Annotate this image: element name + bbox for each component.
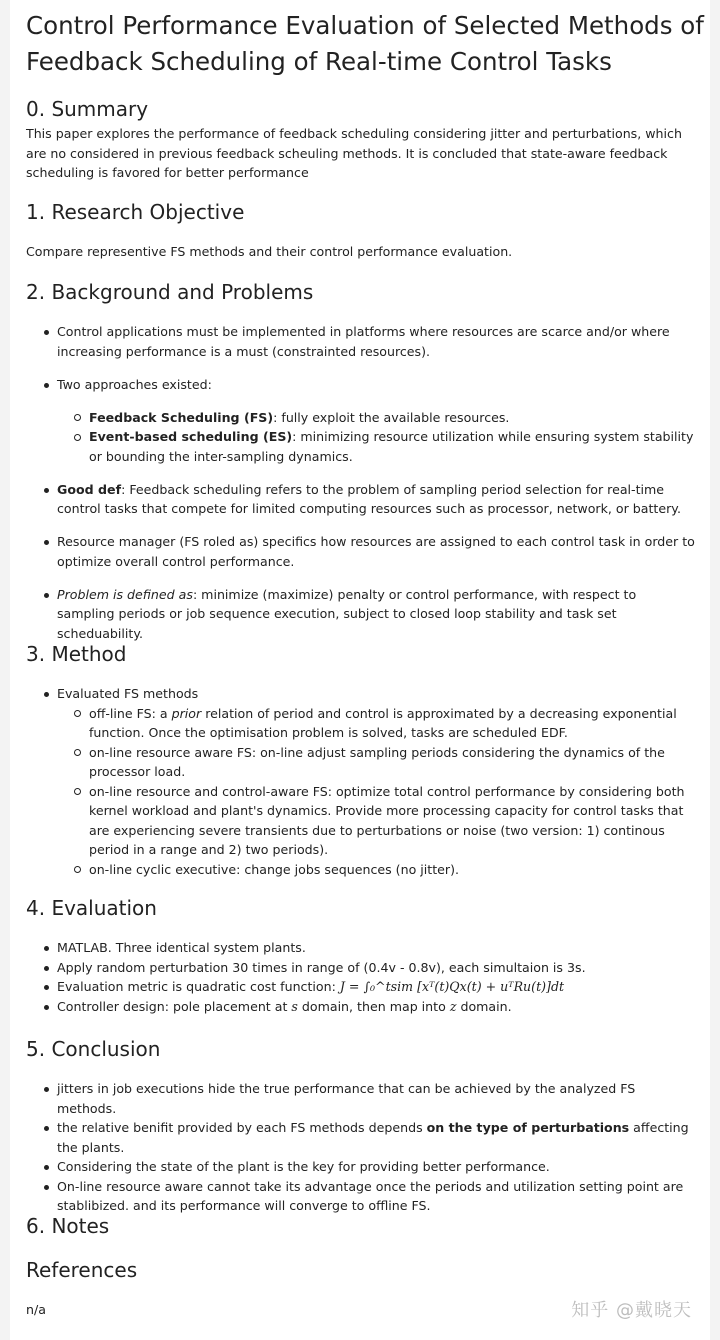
method-list (26, 684, 696, 879)
list-item (26, 1079, 696, 1118)
background-list (26, 322, 696, 643)
math-symbol-z: z (449, 998, 457, 1014)
document-page (10, 0, 710, 1340)
list-item-text: Two approaches existed: (57, 376, 212, 392)
list-item (26, 1118, 696, 1157)
list-item-text: on-line resource aware FS: on-line adjust sampling periods considering the dynamics of the processor load. (89, 744, 665, 779)
list-item-text: jitters in job executions hide the true performance that can be achieved by the analyzed FS methods. (57, 1081, 636, 1116)
list-item-text: Control applications must be implemented in platforms where resources are scarce and/or where increasing performance is a must (constrainted resources). (57, 324, 670, 359)
page-title: Control Performance Evaluation of Selected Methods of Feedback Scheduling of Real-time Control Tasks (26, 11, 704, 76)
list-item-text: : Feedback scheduling refers to the problem of sampling period selection for real-time control tasks that compete for limited computing resources such as processor, network, or battery. (57, 481, 681, 516)
background-heading: 2. Background and Problems (26, 280, 314, 304)
list-item-text: Resource manager (FS roled as) specifics how resources are assigned to each control task in order to optimize overall control performance. (57, 534, 695, 569)
summary-heading: 0. Summary (26, 97, 149, 121)
objective-heading: 1. Research Objective (26, 200, 245, 224)
term-bold: Event-based scheduling (ES) (89, 429, 293, 444)
evaluation-list (26, 938, 696, 1016)
term-italic: Problem is defined as (57, 586, 193, 602)
list-item (26, 977, 696, 997)
evaluation-heading: 4. Evaluation (26, 896, 157, 920)
watermark: 知乎 @戴晓天 (571, 1300, 692, 1321)
method-heading: 3. Method (26, 642, 127, 666)
conclusion-list (26, 1079, 696, 1216)
list-item (26, 997, 696, 1017)
conclusion-heading: 5. Conclusion (26, 1037, 161, 1061)
list-item (26, 1177, 696, 1216)
sub-list-item (26, 408, 696, 428)
list-item-text: on-line resource and control-aware FS: optimize total control performance by considering both kernel workload and plant's dynamics. Provide more processing capacity for control tasks that are experiencing severe transients due to perturbations or noise (two version: 1) continous period in a range and 2) two periods). (89, 783, 685, 857)
list-item-text: affecting the plants. (57, 1120, 689, 1155)
list-item-text: : minimize (maximize) penalty or control performance, with respect to sampling periods or job sequence execution, subject to closed loop stability and task set scheduability. (57, 586, 637, 641)
list-item-text: domain. (456, 998, 512, 1014)
sub-list-item (26, 860, 696, 880)
list-item-text: On-line resource aware cannot take its advantage once the periods and utilization setting point are stablibized. and its performance will converge to offline FS. (57, 1178, 684, 1213)
cost-function-formula: J = ∫₀^tsim [xᵀ(t)Qx(t) + uᵀRu(t)]dt (339, 979, 565, 994)
list-item-text: domain, then map into (297, 998, 450, 1014)
list-item (26, 684, 696, 704)
references-text: n/a (26, 1302, 46, 1317)
list-item (26, 1157, 696, 1177)
list-item (26, 375, 696, 395)
list-item-text: : fully exploit the available resources. (273, 409, 510, 425)
references-heading: References (26, 1258, 138, 1282)
list-item (26, 322, 696, 361)
list-item-text: Apply random perturbation 30 times in range of (0.4v - 0.8v), each simultaion is 3s. (57, 959, 586, 975)
list-item-text: Considering the state of the plant is the key for providing better performance. (57, 1159, 550, 1174)
term-bold: Good def (57, 481, 122, 497)
list-item (26, 938, 696, 958)
list-item (26, 480, 696, 519)
list-item-text: off-line FS: a (89, 705, 172, 721)
list-item-text: on-line cyclic executive: change jobs sequences (no jitter). (89, 861, 460, 877)
sub-list-item (26, 427, 696, 466)
sub-list-item (26, 782, 696, 860)
term-bold: on the type of perturbations (426, 1120, 630, 1135)
sub-list-item (26, 704, 696, 743)
list-item (26, 532, 696, 571)
term-italic: prior (171, 705, 202, 721)
list-item-text: Evaluation metric is quadratic cost function: (57, 979, 340, 994)
list-item (26, 585, 696, 644)
list-item-text: MATLAB. Three identical system plants. (57, 940, 306, 955)
list-item-text: the relative benifit provided by each FS methods depends (57, 1120, 427, 1135)
summary-text: This paper explores the performance of feedback scheduling considering jitter and perturbations, which are no considered in previous feedback scheuling methods. It is concluded that state-aware feedback scheduling is favored for better performance (26, 126, 682, 180)
list-item-text: relation of period and control is approximated by a decreasing exponential function. Once the optimisation problem is solved, tasks are scheduled EDF. (89, 705, 677, 740)
list-item-text: : minimizing resource utilization while ensuring system stability or bounding the inter-sampling dynamics. (89, 429, 694, 464)
term-bold: Feedback Scheduling (FS) (89, 409, 274, 425)
list-item-text: Controller design: pole placement at (57, 998, 292, 1014)
math-symbol-s: s (291, 998, 298, 1014)
notes-heading: 6. Notes (26, 1214, 110, 1238)
sub-list-item (26, 743, 696, 782)
objective-text: Compare representive FS methods and their control performance evaluation. (26, 244, 513, 259)
list-item (26, 958, 696, 978)
list-item-text: Evaluated FS methods (57, 686, 199, 701)
